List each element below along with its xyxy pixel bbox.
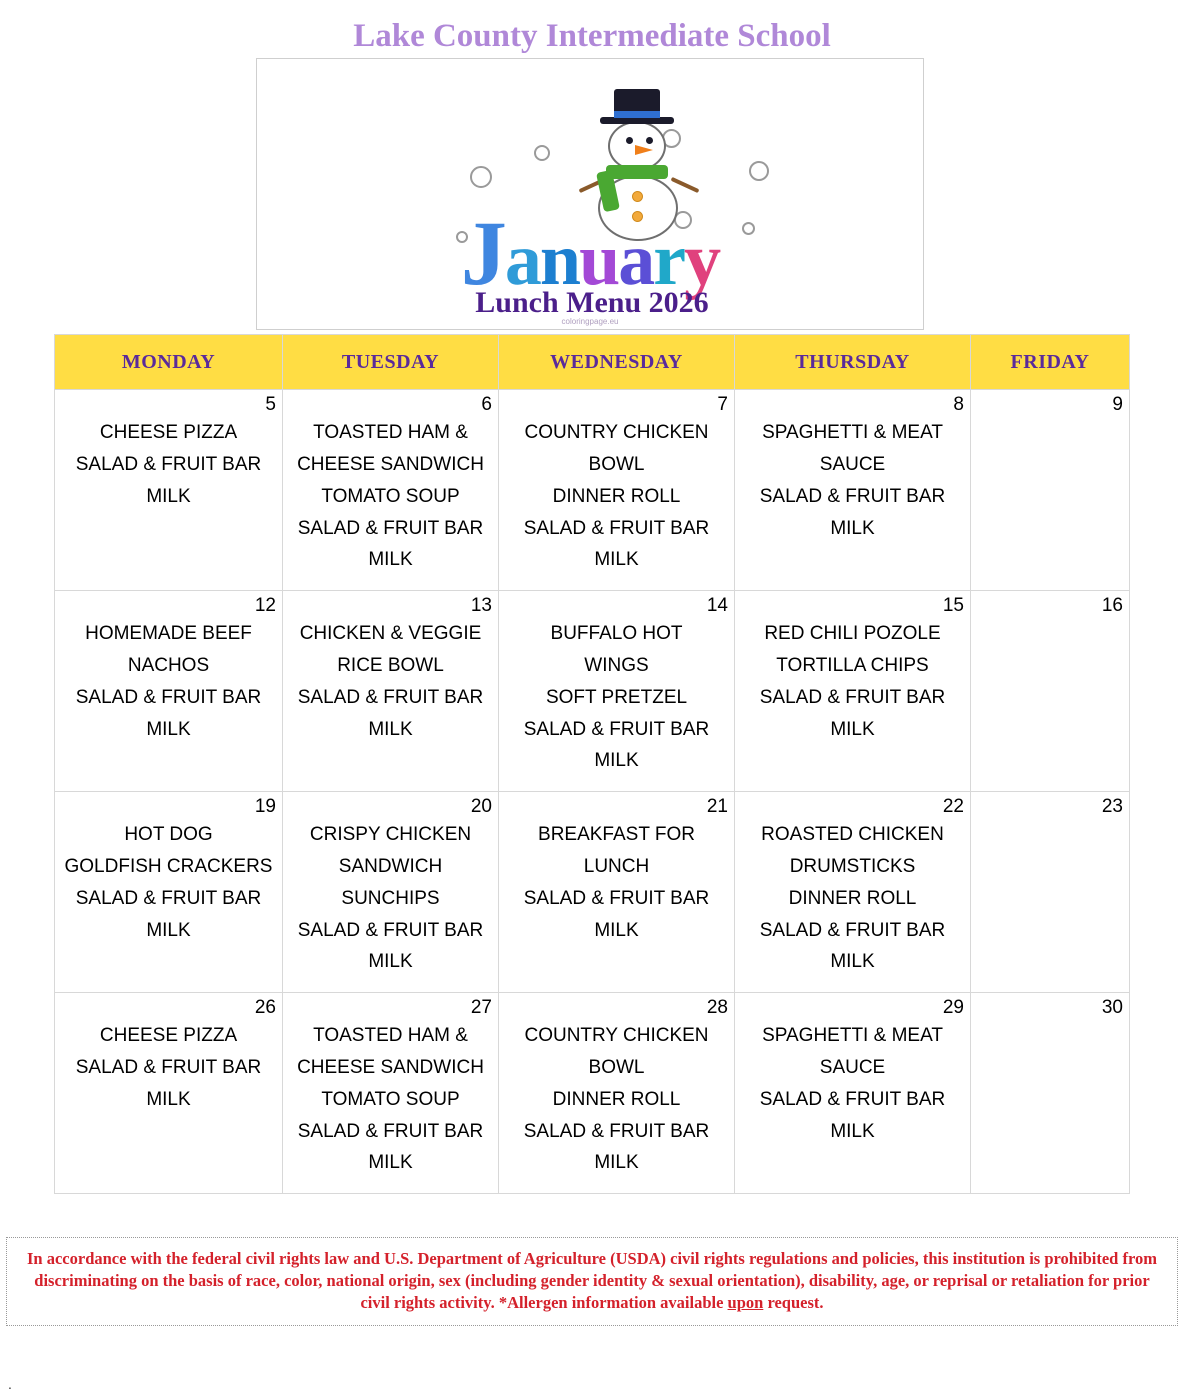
menu-item-line: CHICKEN & VEGGIE xyxy=(299,622,482,644)
calendar-day-cell xyxy=(55,591,283,792)
menu-item-line: SALAD & FRUIT BAR xyxy=(297,919,484,941)
menu-items xyxy=(289,417,492,577)
page-title: Lake County Intermediate School xyxy=(353,18,831,54)
column-header-wednesday: WEDNESDAY xyxy=(499,335,735,390)
usda-nondiscrimination-notice xyxy=(6,1237,1178,1326)
calendar-week-row xyxy=(55,792,1130,993)
calendar-header-row xyxy=(55,335,1130,390)
day-number: 19 xyxy=(254,796,276,817)
menu-items xyxy=(289,1020,492,1180)
calendar-day-cell xyxy=(499,993,735,1194)
calendar-week-row xyxy=(55,390,1130,591)
calendar-day-cell xyxy=(735,591,971,792)
menu-items xyxy=(505,819,728,947)
menu-item-line: DRUMSTICKS xyxy=(789,855,916,877)
menu-item-line: MILK xyxy=(594,919,639,941)
day-number: 28 xyxy=(706,997,728,1018)
calendar-day-cell xyxy=(283,993,499,1194)
calendar-day-cell xyxy=(283,792,499,993)
menu-item-line: MILK xyxy=(368,549,413,571)
menu-item-line: MILK xyxy=(830,517,875,539)
calendar-day-cell xyxy=(55,993,283,1194)
snowflake-icon xyxy=(470,166,492,188)
menu-item-line: TOASTED HAM & xyxy=(313,421,468,443)
day-number: 14 xyxy=(706,595,728,616)
calendar-week-row xyxy=(55,591,1130,792)
menu-item-line: SALAD & FRUIT BAR xyxy=(523,1120,710,1142)
day-number: 27 xyxy=(470,997,492,1018)
menu-item-line: CRISPY CHICKEN xyxy=(309,823,472,845)
menu-items xyxy=(505,1020,728,1180)
menu-item-line: SALAD & FRUIT BAR xyxy=(759,686,946,708)
menu-item-line: CHEESE SANDWICH xyxy=(297,1056,484,1078)
day-number: 22 xyxy=(942,796,964,817)
menu-item-line: SANDWICH xyxy=(338,855,443,877)
menu-items xyxy=(741,417,964,545)
day-number: 30 xyxy=(1101,997,1123,1018)
menu-item-line: SALAD & FRUIT BAR xyxy=(297,517,484,539)
menu-item-line: MILK xyxy=(146,718,191,740)
menu-items xyxy=(741,1020,964,1148)
menu-item-line: WINGS xyxy=(584,654,649,676)
menu-item-line: BOWL xyxy=(588,1056,645,1078)
menu-item-line: SALAD & FRUIT BAR xyxy=(75,887,262,909)
menu-item-line: DINNER ROLL xyxy=(552,485,681,507)
menu-item-line: RICE BOWL xyxy=(337,654,444,676)
menu-item-line: GOLDFISH CRACKERS xyxy=(64,855,273,877)
menu-item-line: SALAD & FRUIT BAR xyxy=(523,718,710,740)
menu-item-line: SALAD & FRUIT BAR xyxy=(75,453,262,475)
menu-item-line: SALAD & FRUIT BAR xyxy=(759,485,946,507)
notice-text-part1: In accordance with the federal civil rights law and U.S. Department of Agriculture (USDA) civil rights regulations and policies, this institution is prohibited from discriminating on the basis of race, color, national origin, sex (including gender identity & sexual orientation), disability, age, or reprisal or retaliation for prior civil rights activity. *Allergen information available xyxy=(27,1249,1157,1312)
day-number: 5 xyxy=(265,394,276,415)
calendar-day-cell xyxy=(499,591,735,792)
calendar-day-cell xyxy=(499,792,735,993)
menu-item-line: COUNTRY CHICKEN xyxy=(524,421,709,443)
menu-item-line: TOMATO SOUP xyxy=(321,1088,460,1110)
calendar-day-cell xyxy=(283,390,499,591)
day-number: 12 xyxy=(254,595,276,616)
snowflake-icon xyxy=(534,145,550,161)
column-header-monday: MONDAY xyxy=(55,335,283,390)
menu-item-line: SALAD & FRUIT BAR xyxy=(75,1056,262,1078)
calendar-day-cell xyxy=(55,792,283,993)
menu-items xyxy=(741,618,964,746)
menu-calendar xyxy=(54,334,1130,1194)
menu-item-line: MILK xyxy=(146,919,191,941)
menu-items xyxy=(741,819,964,979)
day-number: 16 xyxy=(1101,595,1123,616)
menu-item-line: MILK xyxy=(830,718,875,740)
menu-items xyxy=(289,819,492,979)
day-number: 20 xyxy=(470,796,492,817)
month-wordmark: January xyxy=(460,202,720,304)
menu-item-line: MILK xyxy=(368,951,413,973)
calendar-day-cell xyxy=(735,792,971,993)
calendar-day-cell xyxy=(971,792,1130,993)
menu-item-line: SUNCHIPS xyxy=(341,887,440,909)
day-number: 9 xyxy=(1112,394,1123,415)
menu-item-line: BUFFALO HOT xyxy=(550,622,683,644)
menu-subtitle: Lunch Menu 2026 xyxy=(475,286,709,319)
day-number: 29 xyxy=(942,997,964,1018)
menu-item-line: DINNER ROLL xyxy=(552,1088,681,1110)
column-header-tuesday: TUESDAY xyxy=(283,335,499,390)
snowflake-icon xyxy=(749,161,769,181)
calendar-day-cell xyxy=(735,993,971,1194)
menu-item-line: SOFT PRETZEL xyxy=(545,686,688,708)
menu-item-line: SALAD & FRUIT BAR xyxy=(759,919,946,941)
day-number: 13 xyxy=(470,595,492,616)
menu-item-line: CHEESE PIZZA xyxy=(99,421,238,443)
day-number: 26 xyxy=(254,997,276,1018)
column-header-thursday: THURSDAY xyxy=(735,335,971,390)
menu-item-line: RED CHILI POZOLE xyxy=(764,622,941,644)
menu-item-line: SPAGHETTI & MEAT xyxy=(762,1024,943,1046)
menu-item-line: SALAD & FRUIT BAR xyxy=(297,1120,484,1142)
day-number: 7 xyxy=(717,394,728,415)
menu-items xyxy=(289,618,492,746)
menu-item-line: MILK xyxy=(594,549,639,571)
menu-items xyxy=(61,819,276,947)
menu-items xyxy=(61,618,276,746)
menu-item-line: MILK xyxy=(146,1088,191,1110)
menu-item-line: SAUCE xyxy=(819,453,886,475)
calendar-day-cell xyxy=(499,390,735,591)
calendar-day-cell xyxy=(55,390,283,591)
menu-items xyxy=(61,1020,276,1116)
menu-item-line: MILK xyxy=(830,1120,875,1142)
menu-item-line: SALAD & FRUIT BAR xyxy=(297,686,484,708)
menu-item-line: MILK xyxy=(594,750,639,772)
menu-item-line: COUNTRY CHICKEN xyxy=(524,1024,709,1046)
menu-item-line: TORTILLA CHIPS xyxy=(776,654,929,676)
day-number: 21 xyxy=(706,796,728,817)
menu-item-line: MILK xyxy=(368,718,413,740)
menu-item-line: SALAD & FRUIT BAR xyxy=(75,686,262,708)
menu-item-line: MILK xyxy=(830,951,875,973)
menu-item-line: ROASTED CHICKEN xyxy=(761,823,944,845)
calendar-body xyxy=(55,390,1130,1194)
menu-item-line: SALAD & FRUIT BAR xyxy=(523,517,710,539)
notice-text-part2: request. xyxy=(763,1292,824,1312)
menu-item-line: SALAD & FRUIT BAR xyxy=(759,1088,946,1110)
menu-item-line: DINNER ROLL xyxy=(788,887,917,909)
notice-underlined-word: upon xyxy=(727,1292,764,1312)
calendar-day-cell xyxy=(971,993,1130,1194)
art-credit: coloringpage.eu xyxy=(561,317,619,326)
calendar-day-cell xyxy=(283,591,499,792)
day-number: 15 xyxy=(942,595,964,616)
menu-item-line: SPAGHETTI & MEAT xyxy=(762,421,943,443)
menu-item-line: SAUCE xyxy=(819,1056,886,1078)
calendar-week-row xyxy=(55,993,1130,1194)
column-header-friday: FRIDAY xyxy=(971,335,1130,390)
page-footer-mark: . xyxy=(8,1376,12,1392)
menu-item-line: BREAKFAST FOR xyxy=(538,823,695,845)
menu-item-line: MILK xyxy=(594,1152,639,1174)
menu-item-line: BOWL xyxy=(588,453,645,475)
menu-item-line: CHEESE PIZZA xyxy=(99,1024,238,1046)
menu-items xyxy=(505,417,728,577)
day-number: 23 xyxy=(1101,796,1123,817)
menu-items xyxy=(505,618,728,778)
menu-item-line: TOASTED HAM & xyxy=(313,1024,468,1046)
menu-item-line: SALAD & FRUIT BAR xyxy=(523,887,710,909)
menu-items xyxy=(61,417,276,513)
menu-item-line: MILK xyxy=(146,485,191,507)
calendar-day-cell xyxy=(971,591,1130,792)
calendar-day-cell xyxy=(735,390,971,591)
calendar-day-cell xyxy=(971,390,1130,591)
day-number: 6 xyxy=(481,394,492,415)
menu-item-line: CHEESE SANDWICH xyxy=(297,453,484,475)
menu-item-line: MILK xyxy=(368,1152,413,1174)
day-number: 8 xyxy=(953,394,964,415)
menu-item-line: NACHOS xyxy=(127,654,210,676)
menu-item-line: HOMEMADE BEEF xyxy=(85,622,252,644)
menu-item-line: TOMATO SOUP xyxy=(321,485,460,507)
menu-item-line: HOT DOG xyxy=(124,823,213,845)
menu-item-line: LUNCH xyxy=(583,855,650,877)
